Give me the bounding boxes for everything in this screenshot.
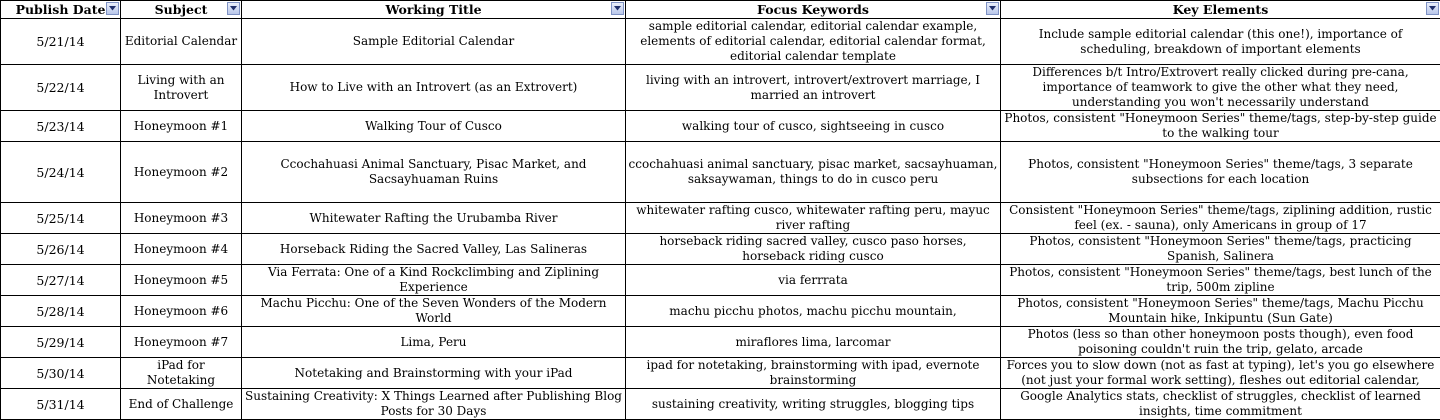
cell-key-elements[interactable]: Photos, consistent "Honeymoon Series" theme/tags, practicing Spanish, Salinera (1001, 234, 1440, 265)
cell-subject[interactable]: Honeymoon #6 (121, 296, 242, 327)
dropdown-arrow-icon[interactable] (227, 2, 240, 15)
table-row (1, 265, 1440, 296)
cell-focus-keywords[interactable]: machu picchu photos, machu picchu mountain, (626, 296, 1001, 327)
cell-key-elements[interactable]: Photos, consistent "Honeymoon Series" theme/tags, 3 separate subsections for each location (1001, 142, 1440, 203)
cell-focus-keywords[interactable]: sustaining creativity, writing struggles, blogging tips (626, 389, 1001, 420)
cell-subject[interactable]: Honeymoon #7 (121, 327, 242, 358)
cell-focus-keywords[interactable]: miraflores lima, larcomar (626, 327, 1001, 358)
cell-subject[interactable]: Honeymoon #4 (121, 234, 242, 265)
cell-focus-keywords[interactable]: walking tour of cusco, sightseeing in cusco (626, 111, 1001, 142)
header-working-title (242, 1, 626, 19)
header-subject (121, 1, 242, 19)
cell-working-title[interactable]: How to Live with an Introvert (as an Extrovert) (242, 65, 626, 111)
cell-publish-date[interactable]: 5/21/14 (1, 19, 121, 65)
header-label: Subject (155, 2, 208, 17)
dropdown-arrow-icon[interactable] (986, 2, 999, 15)
header-label: Working Title (385, 2, 481, 17)
table-row (1, 142, 1440, 203)
elements-text: Forces you to slow down (not as fast at typing), let's you go elsewhere (not just your formal work setting), fleshes out editorial calendar, (1003, 358, 1438, 388)
keywords-text: sample editorial calendar, editorial calendar example, elements of editorial calendar, editorial calendar format, editorial calendar template (628, 19, 998, 64)
cell-focus-keywords[interactable]: ccochahuasi animal sanctuary, pisac market, sacsayhuaman, saksaywaman, things to do in cusco peru (626, 142, 1001, 203)
cell-working-title[interactable]: Whitewater Rafting the Urubamba River (242, 203, 626, 234)
cell-publish-date[interactable]: 5/29/14 (1, 327, 121, 358)
cell-subject[interactable]: Honeymoon #3 (121, 203, 242, 234)
cell-focus-keywords[interactable]: ipad for notetaking, brainstorming with ipad, evernote brainstorming (626, 358, 1001, 389)
elements-text: Photos, consistent "Honeymoon Series" theme/tags, Machu Picchu Mountain hike, Inkipuntu (Sun Gate) (1003, 296, 1438, 326)
table-row (1, 296, 1440, 327)
elements-text: Google Analytics stats, checklist of struggles, checklist of learned insights, time commitment (1003, 389, 1438, 419)
cell-working-title[interactable]: Machu Picchu: One of the Seven Wonders of the Modern World (242, 296, 626, 327)
cell-key-elements[interactable] (1001, 327, 1440, 358)
cell-focus-keywords[interactable]: whitewater rafting cusco, whitewater rafting peru, mayuc river rafting (626, 203, 1001, 234)
cell-publish-date[interactable]: 5/31/14 (1, 389, 121, 420)
elements-text: Photos (less so than other honeymoon posts though), even food poisoning couldn't ruin the trip, gelato, arcade (1003, 327, 1438, 357)
cell-subject[interactable]: End of Challenge (121, 389, 242, 420)
cell-publish-date[interactable]: 5/28/14 (1, 296, 121, 327)
elements-text: Photos, consistent "Honeymoon Series" theme/tags, step-by-step guide to the walking tour (1003, 111, 1438, 141)
cell-working-title[interactable]: Walking Tour of Cusco (242, 111, 626, 142)
cell-subject[interactable]: Living with an Introvert (121, 65, 242, 111)
cell-publish-date[interactable]: 5/23/14 (1, 111, 121, 142)
table-row (1, 65, 1440, 111)
cell-publish-date[interactable]: 5/26/14 (1, 234, 121, 265)
cell-working-title[interactable]: Horseback Riding the Sacred Valley, Las Salineras (242, 234, 626, 265)
cell-working-title[interactable]: Lima, Peru (242, 327, 626, 358)
header-label: Publish Date (16, 2, 106, 17)
cell-focus-keywords[interactable]: living with an introvert, introvert/extrovert marriage, I married an introvert (626, 65, 1001, 111)
cell-working-title[interactable]: Notetaking and Brainstorming with your iPad (242, 358, 626, 389)
table-row (1, 358, 1440, 389)
dropdown-arrow-icon[interactable] (611, 2, 624, 15)
cell-subject[interactable]: Editorial Calendar (121, 19, 242, 65)
cell-focus-keywords[interactable]: via ferrrata (626, 265, 1001, 296)
cell-working-title[interactable]: Via Ferrata: One of a Kind Rockclimbing and Ziplining Experience (242, 265, 626, 296)
cell-key-elements[interactable] (1001, 358, 1440, 389)
cell-subject[interactable]: Honeymoon #1 (121, 111, 242, 142)
cell-key-elements[interactable] (1001, 296, 1440, 327)
header-publish-date (1, 1, 121, 19)
elements-text: Photos, consistent "Honeymoon Series" theme/tags, best lunch of the trip, 500m zipline (1003, 265, 1438, 295)
header-key-elements (1001, 1, 1440, 19)
cell-publish-date[interactable]: 5/27/14 (1, 265, 121, 296)
table-row (1, 111, 1440, 142)
header-label: Focus Keywords (757, 2, 869, 17)
cell-key-elements[interactable]: Include sample editorial calendar (this one!), importance of scheduling, breakdown of important elements (1001, 19, 1440, 65)
table-row (1, 19, 1440, 65)
cell-key-elements[interactable] (1001, 389, 1440, 420)
cell-subject[interactable]: Honeymoon #2 (121, 142, 242, 203)
cell-publish-date[interactable]: 5/25/14 (1, 203, 121, 234)
cell-working-title[interactable]: Ccochahuasi Animal Sanctuary, Pisac Market, and Sacsayhuaman Ruins (242, 142, 626, 203)
header-row (1, 1, 1440, 19)
cell-key-elements[interactable] (1001, 111, 1440, 142)
cell-subject[interactable]: iPad for Notetaking (121, 358, 242, 389)
cell-subject[interactable]: Honeymoon #5 (121, 265, 242, 296)
elements-text: Differences b/t Intro/Extrovert really clicked during pre-cana, importance of teamwork to give the other what they need, understanding you won't necessarily understand (1003, 65, 1438, 110)
cell-key-elements[interactable] (1001, 203, 1440, 234)
header-label: Key Elements (1173, 2, 1268, 17)
cell-key-elements[interactable] (1001, 265, 1440, 296)
header-focus-keywords (626, 1, 1001, 19)
cell-publish-date[interactable]: 5/24/14 (1, 142, 121, 203)
cell-key-elements[interactable] (1001, 65, 1440, 111)
dropdown-arrow-icon[interactable] (106, 2, 119, 15)
cell-working-title[interactable]: Sustaining Creativity: X Things Learned after Publishing Blog Posts for 30 Days (242, 389, 626, 420)
cell-working-title[interactable]: Sample Editorial Calendar (242, 19, 626, 65)
keywords-text: horseback riding sacred valley, cusco paso horses, horseback riding cusco (628, 234, 998, 264)
cell-focus-keywords[interactable] (626, 19, 1001, 65)
cell-publish-date[interactable]: 5/30/14 (1, 358, 121, 389)
cell-focus-keywords[interactable] (626, 234, 1001, 265)
cell-publish-date[interactable]: 5/22/14 (1, 65, 121, 111)
table-row (1, 389, 1440, 420)
table-row (1, 203, 1440, 234)
elements-text: Consistent "Honeymoon Series" theme/tags, ziplining addition, rustic feel (ex. - sauna), only Americans in group of 17 (1003, 203, 1438, 233)
table-row (1, 327, 1440, 358)
dropdown-arrow-icon[interactable] (1426, 2, 1439, 15)
table-row (1, 234, 1440, 265)
